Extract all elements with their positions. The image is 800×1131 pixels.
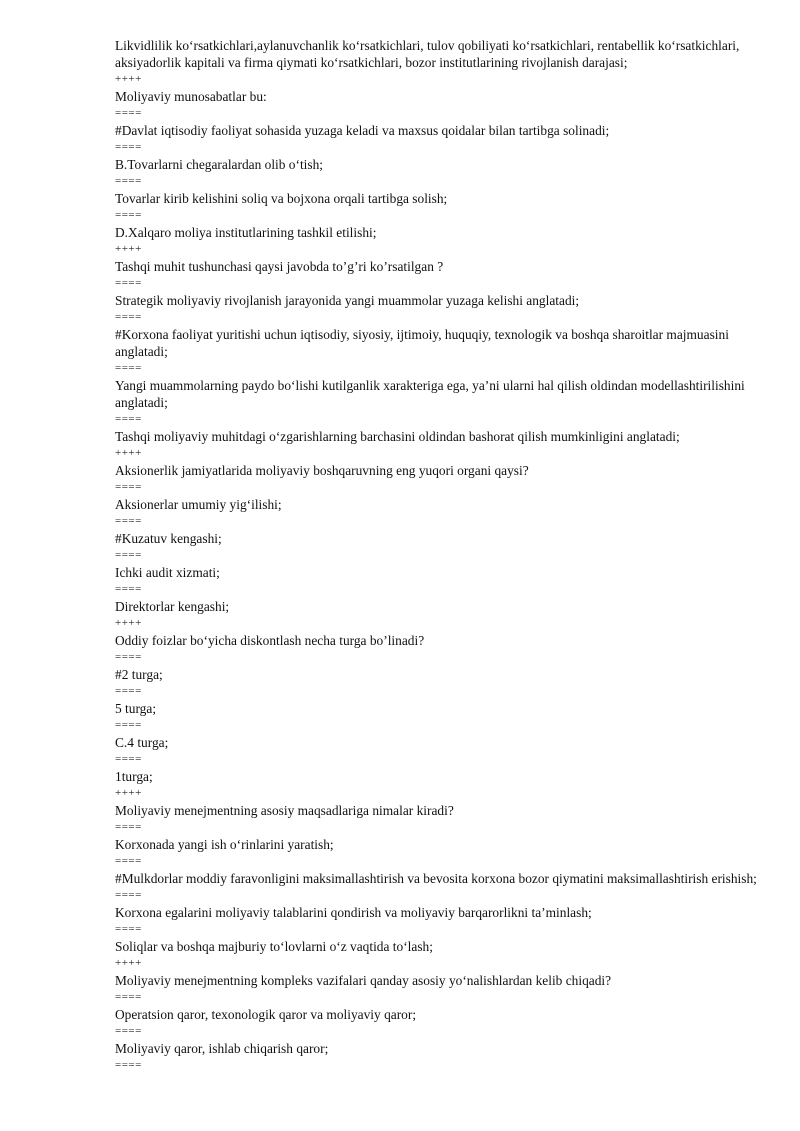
text-line: Moliyaviy qaror, ishlab chiqarish qaror; [115, 1041, 329, 1056]
separator-line: ==== [115, 1059, 142, 1071]
separator-line: ==== [115, 515, 142, 527]
text-line: Moliyaviy menejmentning kompleks vazifalari qanday asosiy yo‘nalishlardan kelib chiqadi? [115, 973, 612, 988]
text-line: Likvidlilik ko‘rsatkichlari,aylanuvchanlik ko‘rsatkichlari, tulov qobiliyati ko‘rsatkichlari, rentabellik ko‘rsatkichlari, aksiyadorlik kapitali va firma qiymati ko‘rsatkichlari, bozor institutlarining rivojlanish darajasi; [115, 38, 740, 70]
separator-line: ++++ [115, 243, 142, 255]
text-line: Moliyaviy menejmentning asosiy maqsadlariga nimalar kiradi? [115, 803, 454, 818]
text-line: Tovarlar kirib kelishini soliq va bojxona orqali tartibga solish; [115, 191, 448, 206]
separator-line: ==== [115, 107, 142, 119]
text-line: Soliqlar va boshqa majburiy to‘lovlarni o‘z vaqtida to‘lash; [115, 939, 433, 954]
separator-line: ==== [115, 311, 142, 323]
separator-line: ==== [115, 277, 142, 289]
text-line: Korxonada yangi ish o‘rinlarini yaratish; [115, 837, 334, 852]
text-line: 1turga; [115, 769, 153, 784]
separator-line: ==== [115, 855, 142, 867]
separator-line: ==== [115, 583, 142, 595]
separator-line: ==== [115, 923, 142, 935]
text-line: C.4 turga; [115, 735, 169, 750]
text-line: #Davlat iqtisodiy faoliyat sohasida yuzaga keladi va maxsus qoidalar bilan tartibga solinadi; [115, 123, 610, 138]
text-line: Moliyaviy munosabatlar bu: [115, 89, 267, 104]
separator-line: ==== [115, 651, 142, 663]
separator-line: ++++ [115, 787, 142, 799]
text-line: Direktorlar kengashi; [115, 599, 230, 614]
text-line: Tashqi moliyaviy muhitdagi o‘zgarishlarning barchasini oldindan bashorat qilish mumkinligini anglatadi; [115, 429, 680, 444]
separator-line: ==== [115, 481, 142, 493]
separator-line: ++++ [115, 617, 142, 629]
text-line: Strategik moliyaviy rivojlanish jarayonida yangi muammolar yuzaga kelishi anglatadi; [115, 293, 580, 308]
text-line: #Mulkdorlar moddiy faravonligini maksimallashtirish va bevosita korxona bozor qiymatini maksimallashtirish erishish; [115, 871, 757, 886]
text-line: #Kuzatuv kengashi; [115, 531, 222, 546]
separator-line: ++++ [115, 73, 142, 85]
separator-line: ==== [115, 413, 142, 425]
text-line: #2 turga; [115, 667, 163, 682]
separator-line: ==== [115, 889, 142, 901]
separator-line: ==== [115, 685, 142, 697]
separator-line: ==== [115, 753, 142, 765]
text-line: Korxona egalarini moliyaviy talablarini qondirish va moliyaviy barqarorlikni ta’minlash; [115, 905, 592, 920]
text-line: Yangi muammolarning paydo bo‘lishi kutilganlik xarakteriga ega, ya’ni ularni hal qilish oldindan modellashtirilishini anglatadi; [115, 378, 745, 410]
text-line: Aksionerlik jamiyatlarida moliyaviy boshqaruvning eng yuqori organi qaysi? [115, 463, 529, 478]
separator-line: ++++ [115, 957, 142, 969]
separator-line: ==== [115, 209, 142, 221]
text-line: B.Tovarlarni chegaralardan olib o‘tish; [115, 157, 324, 172]
separator-line: ==== [115, 175, 142, 187]
text-line: Operatsion qaror, texonologik qaror va moliyaviy qaror; [115, 1007, 417, 1022]
separator-line: ==== [115, 821, 142, 833]
separator-line: ==== [115, 1025, 142, 1037]
text-line: Ichki audit xizmati; [115, 565, 220, 580]
separator-line: ==== [115, 719, 142, 731]
separator-line: ==== [115, 991, 142, 1003]
text-line: #Korxona faoliyat yuritishi uchun iqtisodiy, siyosiy, ijtimoiy, huquqiy, texnologik va boshqa sharoitlar majmuasini anglatadi; [115, 327, 729, 359]
separator-line: ==== [115, 362, 142, 374]
text-line: Tashqi muhit tushunchasi qaysi javobda to’g’ri ko’rsatilgan ? [115, 259, 444, 274]
separator-line: ==== [115, 141, 142, 153]
text-line: 5 turga; [115, 701, 157, 716]
text-line: Aksionerlar umumiy yig‘ilishi; [115, 497, 282, 512]
text-line: D.Xalqaro moliya institutlarining tashkil etilishi; [115, 225, 377, 240]
separator-line: ++++ [115, 447, 142, 459]
text-line: Oddiy foizlar bo‘yicha diskontlash necha turga bo’linadi? [115, 633, 425, 648]
separator-line: ==== [115, 549, 142, 561]
